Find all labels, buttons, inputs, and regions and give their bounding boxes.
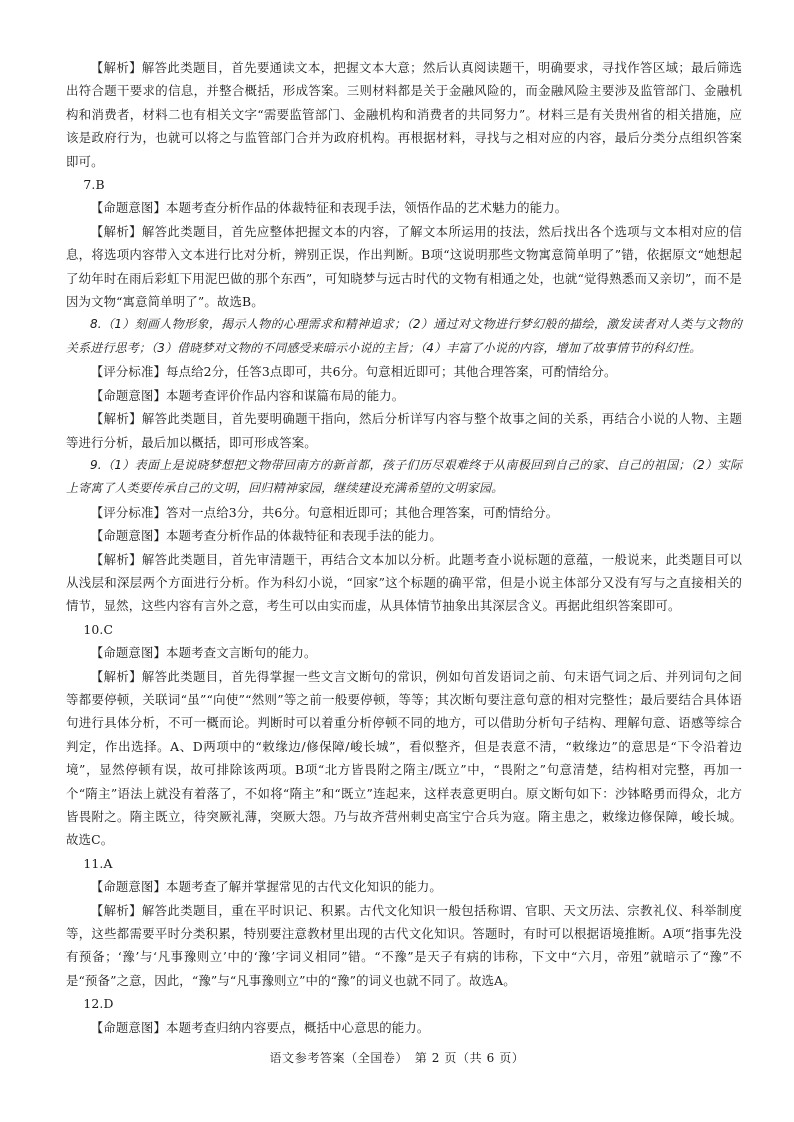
paragraph: 【命题意图】本题考查文言断句的能力。 [90, 645, 317, 661]
paragraph: 【命题意图】本题考查评价作品内容和谋篇布局的能力。 [90, 387, 405, 403]
paragraph: 【命题意图】本题考查分析作品的体裁特征和表现手法的能力。 [90, 528, 442, 544]
paragraph: 【解析】解答此类题目，首先要通读文本，把握文本大意；然后认真阅读题干，明确要求，寻找作答区域；最后筛选出符合题干要求的信息，并整合概括，形成答案。三则材料都是关于金融风险的，而金融风险主要涉及监管部门、金融机构和消费者，材料二也有相关文字“需要监管部门、金融机构和消费者的共同努力”。材料三是有关贵州省的相关措施，应该是政府行为，也就可以将之与监管部门合并为政府机构。再根据材料，寻找与之相对应的内容，最后分类分点组织答案即可。 [66, 60, 742, 169]
paragraph: 【解析】解答此类题目，重在平时识记、积累。古代文化知识一般包括称谓、官职、天文历法、宗教礼仪、科举制度等，这些都需要平时分类积累，特别要注意教材里出现的古代文化知识。答题时，有时可以根据语境推断。A项“指事先没有预备；‘豫’与‘凡事豫则立’中的‘豫’字词义相同”错。“不豫”是天子有病的讳称，下文中“六月，帝殂”就暗示了“豫”不是“预备”之意，因此，“豫”与“凡事豫则立”中的“豫”的词义也就不同了。故选A。 [66, 902, 742, 988]
paragraph: 【解析】解答此类题目，首先得掌握一些文言文断句的常识，例如句首发语词之前、句末语气词之后、并列词句之间等都要停顿，关联词“虽”“向使”“然则”等之前一般要停顿，等等；其次断句要注意句意的相对完整性；最后要结合具体语句进行具体分析，不可一概而论。判断时可以着重分析停顿不同的地方，可以借助分析句子结构、理解句意、语感等综合判定，作出选择。A、D两项中的“敕缘边/修保障/峻长城”，看似整齐，但是表意不清，“敕缘边”的意思是“下令沿着边境”，显然停顿有误，故可排除该两项。B项“北方皆畏附之隋主/既立”中，“畏附之”句意清楚，结构相对完整，再加一个“隋主”语法上就没有着落了，不如将“隋主”和“既立”连起来，这样表意更明白。原文断句如下：沙钵略勇而得众，北方皆畏附之。隋主既立，待突厥礼薄，突厥大怨。乃与故齐营州刺史高宝宁合兵为寇。隋主患之，敕缘边修保障，峻长城。故选C。 [66, 668, 742, 848]
question-number: 7.B [83, 177, 105, 193]
handwritten-answer: 8.（1）刻画人物形象，揭示人物的心理需求和精神追求；（2）通过对文物进行梦幻般的描绘，激发读者对人类与文物的关系进行思考；（3）借晓梦对文物的不同感受来暗示小说的主旨；（4）丰富了小说的内容，增加了故事情节的科幻性。 [66, 317, 742, 355]
question-number: 11.A [83, 855, 113, 871]
paragraph: 【命题意图】本题考查了解并掌握常见的古代文化知识的能力。 [90, 879, 442, 895]
paragraph: 【命题意图】本题考查分析作品的体裁特征和表现手法，领悟作品的艺术魅力的能力。 [90, 200, 568, 216]
answer-text [66, 56, 742, 1039]
paragraph: 【评分标准】每点给2分，任答3点即可，共6分。句意相近即可；其他合理答案，可酌情给分。 [90, 364, 617, 380]
question-number: 10.C [83, 621, 114, 637]
paragraph: 【命题意图】本题考查归纳内容要点，概括中心意思的能力。 [90, 1019, 430, 1035]
paragraph: 【解析】解答此类题目，首先应整体把握文本的内容，了解文本所运用的技法，然后找出各个选项与文本相对应的信息，将选项内容带入文本进行比对分析，辨别正误，作出判断。B项“这说明那些文物寓意简单明了”错，依据原文“她想起了幼年时在雨后彩虹下用泥巴做的那个东西”，可知晓梦与远古时代的文物有相通之处，也就“觉得熟悉而又亲切”，而不是因为文物“寓意简单明了”。故选B。 [66, 223, 742, 310]
handwritten-answer: 9.（1）表面上是说晓梦想把文物带回南方的新首都，孩子们历尽艰难终于从南极回到自己的家、自己的祖国；（2）实际上寄寓了人类要传承自己的文明，回归精神家园，继续建设充满希望的文明家园。 [66, 457, 742, 496]
paragraph: 【解析】解答此类题目，首先审清题干，再结合文本加以分析。此题考查小说标题的意蕴，一般说来，此类题目可以从浅层和深层两个方面进行分析。作为科幻小说，“回家”这个标题的确平常，但是小说主体部分又没有写与之直接相关的情节，显然，这些内容有言外之意，考生可以由实而虚，从具体情节抽象出其深层含义。再据此组织答案即可。 [66, 551, 742, 614]
paragraph: 【解析】解答此类题目，首先要明确题干指向，然后分析详写内容与整个故事之间的关系，再结合小说的人物、主题等进行分析，最后加以概括，即可形成答案。 [66, 411, 742, 450]
page-footer: 语文参考答案（全国卷） 第 2 页（共 6 页） [269, 1051, 525, 1065]
question-number: 12.D [83, 996, 114, 1012]
paragraph: 【评分标准】答对一点给3分，共6分。句意相近即可；其他合理答案，可酌情给分。 [90, 504, 559, 520]
